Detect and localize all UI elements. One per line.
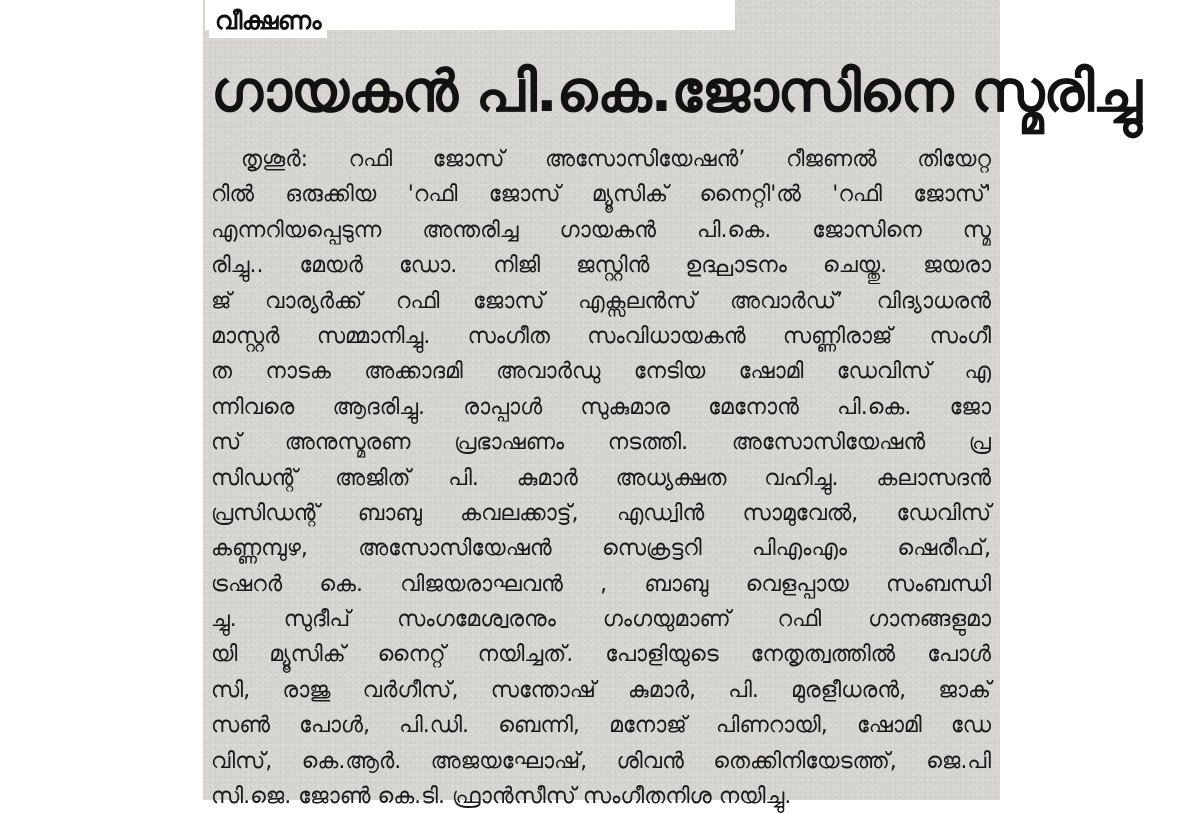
section-label: വീക്ഷണം bbox=[209, 4, 327, 38]
article-line: റിൽ ഒരുക്കിയ 'റഫി ജോസ് മ്യൂസിക് നൈറ്റി'ൽ 'റഫി ജോസ്' bbox=[211, 182, 991, 208]
article-line: ന്നിവരെ ആദരിച്ചു. രാപ്പാൾ സുകുമാര മേനോൻ പി.കെ. ജോ bbox=[211, 394, 991, 420]
article-line: സി.ജെ. ജോൺ കെ.ടി. ഫ്രാൻസീസ് സംഗീതനിശ നയിച്ചു. bbox=[211, 784, 792, 810]
article-line: തൃശൂർ: റഫി ജോസ് അസോസിയേഷൻ’ റീജണൽ തിയേറ്റ bbox=[241, 147, 991, 172]
article-line: ത നാടക അക്കാദമി അവാർഡു നേടിയ ഷോമി ഡേവിസ് എ bbox=[211, 359, 991, 385]
article-line: ജ് വാര്യർക്ക് റഫി ജോസ് എക്സലൻസ് അവാർഡ്’ വിദ്യാധരൻ bbox=[211, 288, 991, 314]
headline: ഗായകൻ പി.കെ.ജോസിനെ സ്മരിച്ചു bbox=[211, 59, 1141, 125]
article-line: സ് അനുസ്മരണ പ്രഭാഷണം നടത്തി. അസോസിയേഷൻ പ്ര bbox=[211, 430, 991, 456]
article-line: ച്ചു. സുദീപ് സംഗമേശ്വരനും ഗംഗയുമാണ് റഫി ഗാനങ്ങളുമാ bbox=[211, 607, 991, 633]
article-line: വിസ്, കെ.ആർ. അജയഘോഷ്, ശിവൻ തെക്കിനിയേടത്ത്, ജെ.പി bbox=[211, 748, 991, 774]
article-line: കണ്ണമ്പുഴ, അസോസിയേഷൻ സെക്രട്ടറി പിഎംഎം ഷെരീഫ്, bbox=[211, 536, 991, 562]
article-line: സൺ പോൾ, പി.ഡി. ബെന്നി, മനോജ് പിണറായി, ഷോമി ഡേ bbox=[211, 713, 991, 739]
newspaper-clipping bbox=[203, 0, 1141, 810]
article-line: പ്രസിഡന്റ് ബാബു കവലക്കാട്ട്, എഡ്വിൻ സാമുവേൽ, ഡേവിസ് bbox=[211, 500, 991, 526]
article-line: സിഡന്റ് അജിത് പി. കുമാർ അധ്യക്ഷത വഹിച്ചു. കലാസദൻ bbox=[211, 465, 991, 491]
article-line: സി, രാജു വർഗീസ്, സന്തോഷ് കുമാർ, പി. മുരളീധരൻ, ജാക് bbox=[211, 677, 991, 703]
article-line: യി മ്യൂസിക് നൈറ്റ് നയിച്ചത്. പോളിയുടെ നേതൃത്വത്തിൽ പോൾ bbox=[211, 642, 991, 668]
article-line: രിച്ചു.. മേയർ ഡോ. നിജി ജസ്റ്റിൻ ഉദ്ഘാടനം ചെയ്തു. ജയരാ bbox=[211, 253, 991, 279]
article-line: മാസ്റ്റർ സമ്മാനിച്ചു. സംഗീത സംവിധായകൻ സണ്ണിരാജ് സംഗീ bbox=[211, 323, 991, 349]
article-line: ട്രഷറർ കെ. വിജയരാഘവൻ , ബാബു വെളപ്പായ സംബന്ധി bbox=[211, 571, 991, 597]
article-body bbox=[211, 142, 991, 814]
article-line: എന്നറിയപ്പെടുന്ന അന്തരിച്ച ഗായകൻ പി.കെ. ജോസിനെ സ്മ bbox=[211, 217, 991, 243]
